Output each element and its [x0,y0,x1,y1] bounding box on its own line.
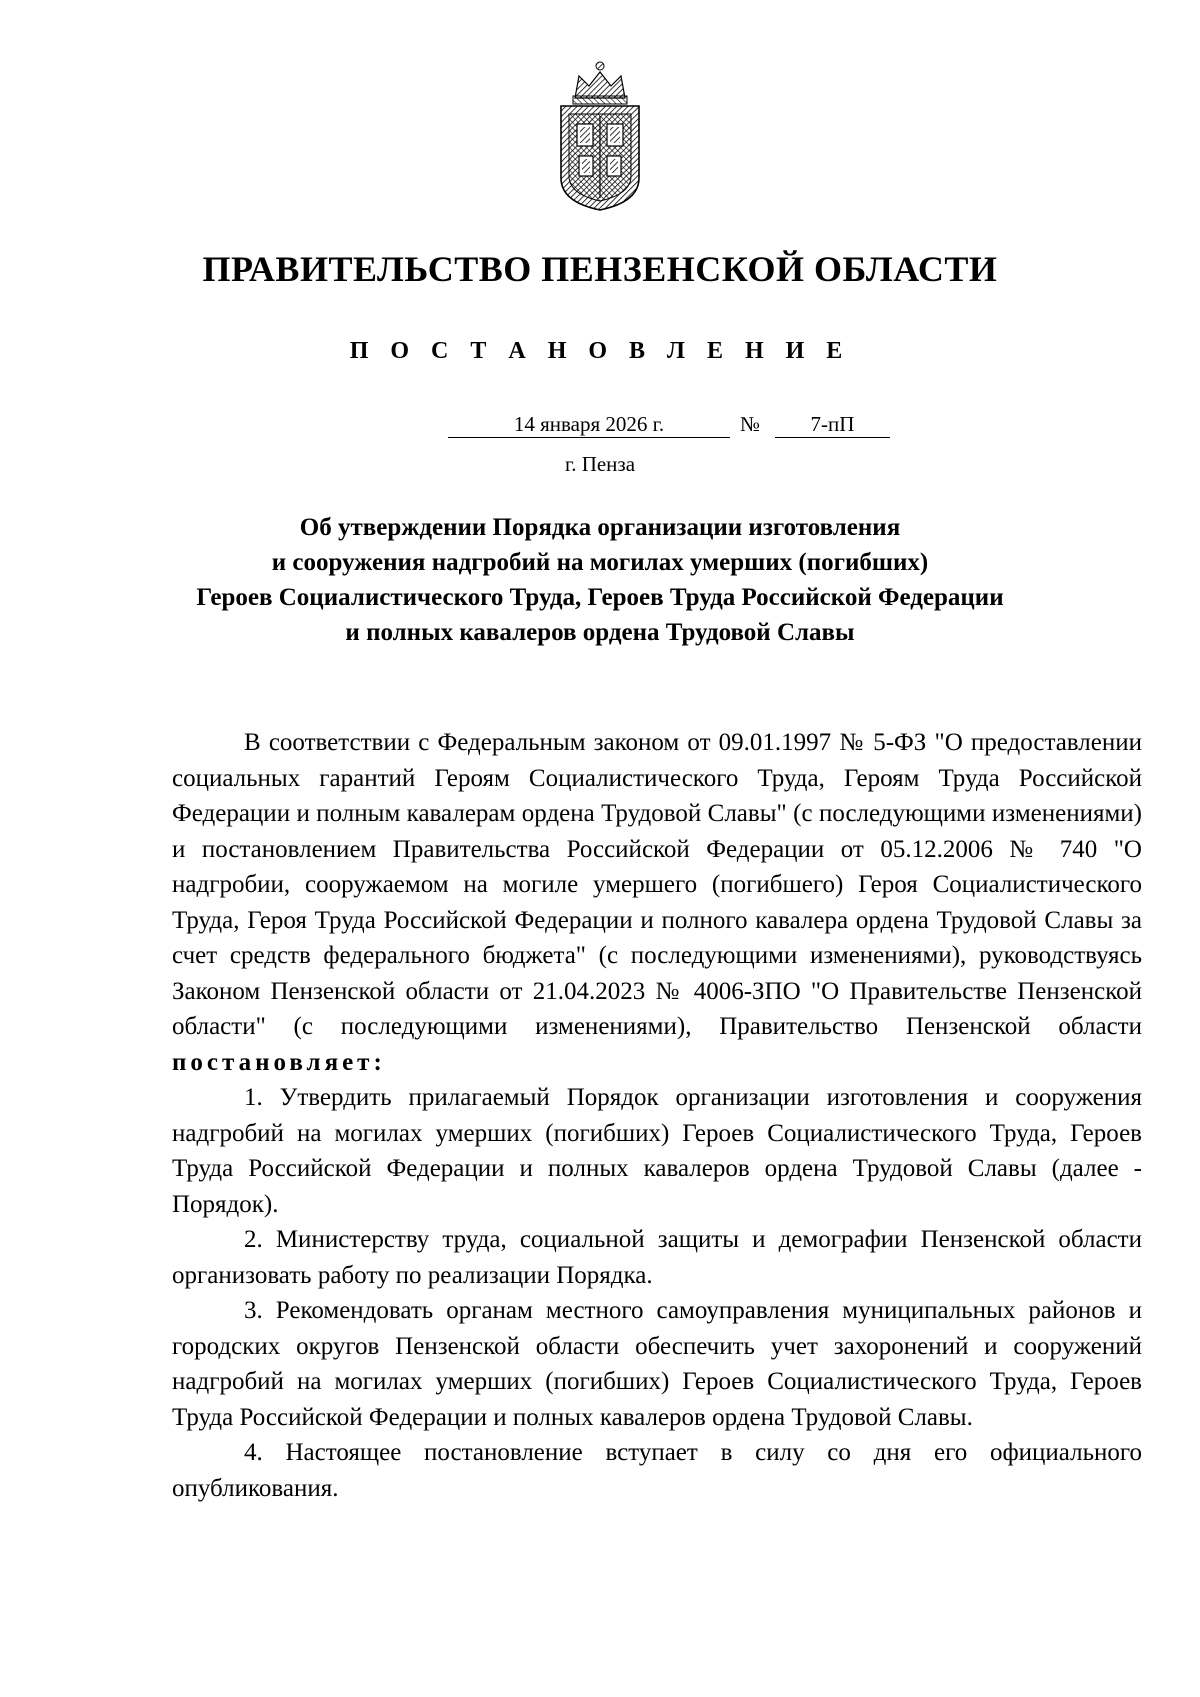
government-name: ПРАВИТЕЛЬСТВО ПЕНЗЕНСКОЙ ОБЛАСТИ [202,249,998,289]
document-number: 7-пП [775,412,890,438]
subject-line: Об утверждении Порядка организации изготовления [299,514,901,541]
date-number-line [0,412,1200,442]
subject-line: и полных кавалеров ордена Трудовой Славы [345,619,855,646]
city: г. Пенза [564,452,636,476]
preamble-text: В соответствии с Федеральным законом от 09.01.1997 № 5-ФЗ "О предоставлении социальных гарантий Героям Социалистического Труда, Героям Труда Российской Федерации и полным кавалерам ордена Трудовой Славы" (с последующими изменениями) и постановлением Правительства Российской Федерации от 05.12.2006 № 740 "О надгробии, сооружаемом на могиле умершего (погибшего) Героя Социалистического Труда, Героя Труда Российской Федерации и полного кавалера ордена Трудовой Славы за счет средств федерального бюджета" (с последующими изменениями), руководствуясь Законом Пензенской области от 21.04.2023 № 4006-ЗПО "О Правительстве Пензенской области" (с последующими изменениями), Правительство Пензенской области [172,729,1142,1040]
number-sign: № [740,412,761,436]
subject-line: и сооружения надгробий на могилах умерших (погибших) [271,549,929,576]
preamble-paragraph [172,725,1142,1080]
document-type: П О С Т А Н О В Л Е Н И Е [349,338,851,364]
clause-1: 1. Утвердить прилагаемый Порядок организации изготовления и сооружения надгробий на могилах умерших (погибших) Героев Социалистического Труда, Героев Труда Российской Федерации и полных кавалеров ордена Трудовой Славы (далее - Порядок). [172,1084,1142,1218]
clause-4: 4. Настоящее постановление вступает в силу со дня его официального опубликования. [172,1439,1142,1502]
clause-3: 3. Рекомендовать органам местного самоуправления муниципальных районов и городских округов Пензенской области обеспечить учет захоронений и сооружений надгробий на могилах умерших (погибших) Героев Социалистического Труда, Героев Труда Российской Федерации и полных кавалеров ордена Трудовой Славы. [172,1297,1142,1431]
subject-line: Героев Социалистического Труда, Героев Труда Российской Федерации [196,584,1004,611]
coat-of-arms-icon [555,60,645,212]
document-date: 14 января 2026 г. [448,412,730,438]
clause-2: 2. Министерству труда, социальной защиты и демографии Пензенской области организовать работу по реализации Порядка. [172,1226,1142,1289]
document-body [172,725,1142,1506]
document-subject [140,510,1060,650]
resolves-word: постановляет: [172,1048,386,1076]
